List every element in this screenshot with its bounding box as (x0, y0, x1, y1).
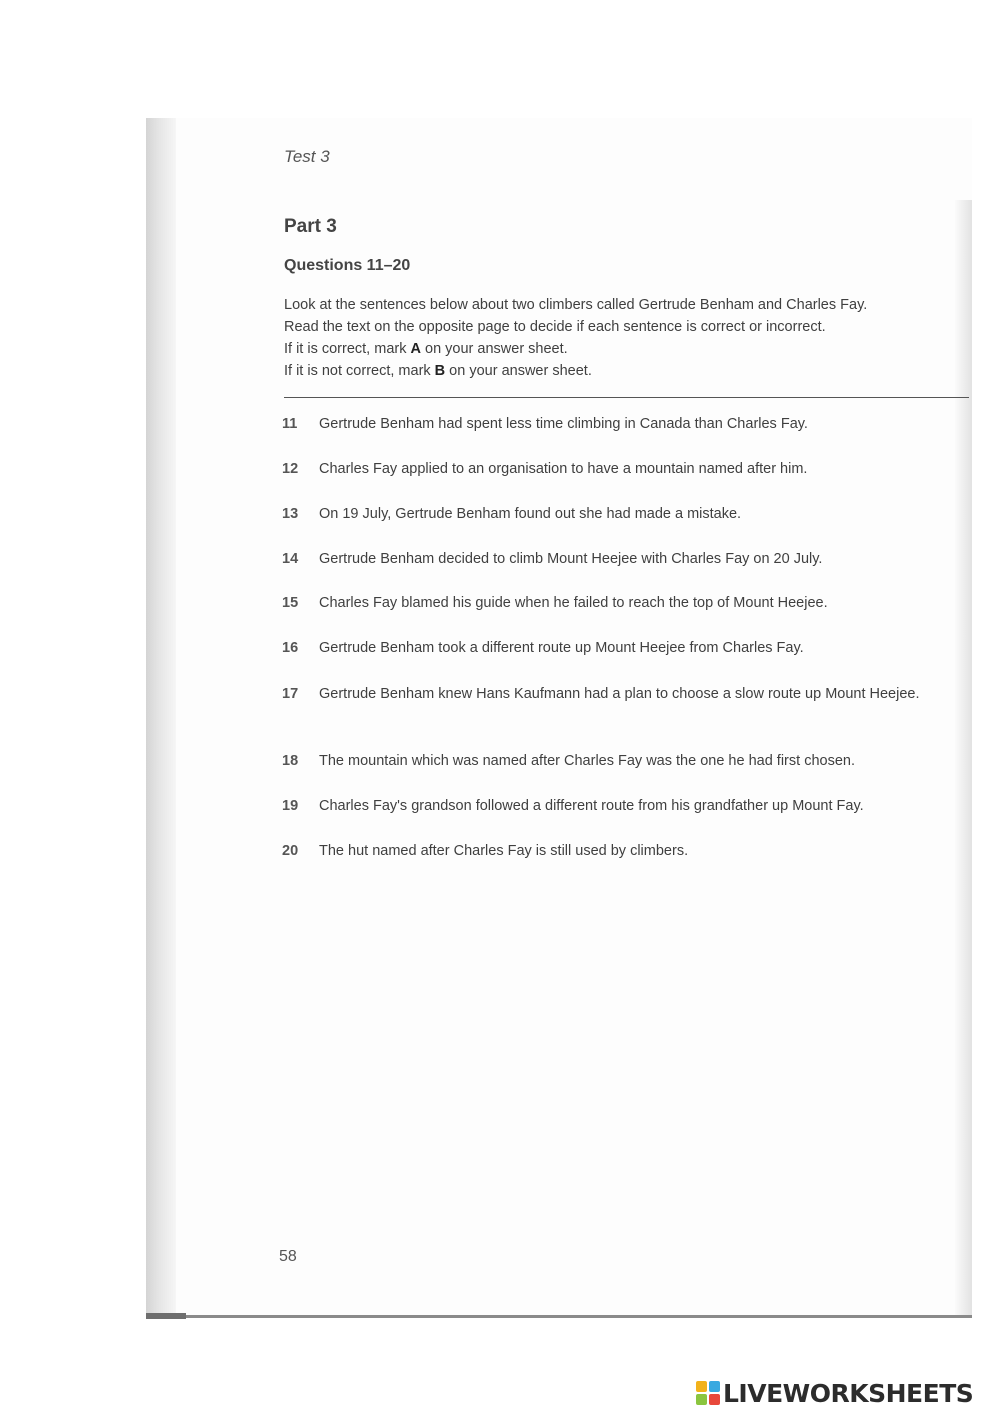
question-number: 15 (282, 595, 299, 611)
question-item (282, 684, 922, 705)
instruction-line (284, 360, 964, 382)
question-number: 11 (282, 416, 298, 432)
divider (284, 397, 969, 398)
question-item (282, 459, 962, 480)
question-number: 16 (282, 640, 299, 656)
logo-square (696, 1381, 707, 1392)
question-number: 13 (282, 506, 299, 522)
question-item (282, 593, 962, 614)
page-number: 58 (279, 1248, 297, 1265)
binding-shadow (146, 118, 176, 1318)
question-number: 12 (282, 461, 299, 477)
answer-letter-b: B (434, 363, 446, 379)
instruction-line: Look at the sentences below about two climbers called Gertrude Benham and Charles Fay. (284, 297, 868, 313)
page-bottom-corner (146, 1313, 186, 1319)
instructions (284, 294, 964, 382)
page-bottom-edge (146, 1315, 972, 1318)
question-item (282, 414, 962, 435)
instruction-line: Read the text on the opposite page to decide if each sentence is correct or incorrect. (284, 319, 826, 335)
question-number: 18 (282, 753, 299, 769)
logo-square (709, 1381, 720, 1392)
logo-square (709, 1394, 720, 1405)
question-item (282, 751, 962, 772)
question-text: On 19 July, Gertrude Benham found out she had made a mistake. (319, 506, 742, 522)
question-text: The mountain which was named after Charles Fay was the one he had first chosen. (319, 753, 855, 769)
question-text: The hut named after Charles Fay is still used by climbers. (319, 843, 689, 859)
questions-heading: Questions 11–20 (284, 257, 411, 274)
question-text: Gertrude Benham knew Hans Kaufmann had a plan to choose a slow route up Mount Heejee. (319, 686, 920, 702)
question-number: 19 (282, 798, 299, 814)
question-number: 14 (282, 551, 299, 567)
question-text: Gertrude Benham took a different route up Mount Heejee from Charles Fay. (319, 640, 804, 656)
test-label: Test 3 (284, 147, 330, 166)
question-number: 17 (282, 686, 299, 702)
instruction-text: on your answer sheet. (445, 363, 592, 379)
question-item (282, 638, 962, 659)
instruction-text: on your answer sheet. (420, 341, 568, 357)
question-text: Gertrude Benham had spent less time climbing in Canada than Charles Fay. (319, 416, 808, 432)
instruction-line (284, 338, 964, 360)
logo-square (696, 1394, 707, 1405)
question-item (282, 504, 962, 525)
instruction-text: If it is correct, mark (284, 341, 411, 357)
question-item (282, 796, 962, 817)
part-title: Part 3 (284, 216, 337, 237)
question-item (282, 841, 962, 862)
question-item (282, 549, 962, 570)
instruction-text: If it is not correct, mark (284, 363, 435, 379)
question-text: Charles Fay's grandson followed a different route from his grandfather up Mount Fay. (319, 798, 864, 814)
brand-name: LIVEWORKSHEETS (723, 1378, 974, 1408)
question-text: Charles Fay applied to an organisation to have a mountain named after him. (319, 461, 808, 477)
answer-letter-a: A (410, 341, 421, 357)
question-number: 20 (282, 843, 299, 859)
liveworksheets-brand[interactable] (696, 1378, 973, 1408)
question-text: Gertrude Benham decided to climb Mount Heejee with Charles Fay on 20 July. (319, 551, 823, 567)
question-text: Charles Fay blamed his guide when he failed to reach the top of Mount Heejee. (319, 595, 828, 611)
liveworksheets-logo-icon (696, 1381, 720, 1405)
